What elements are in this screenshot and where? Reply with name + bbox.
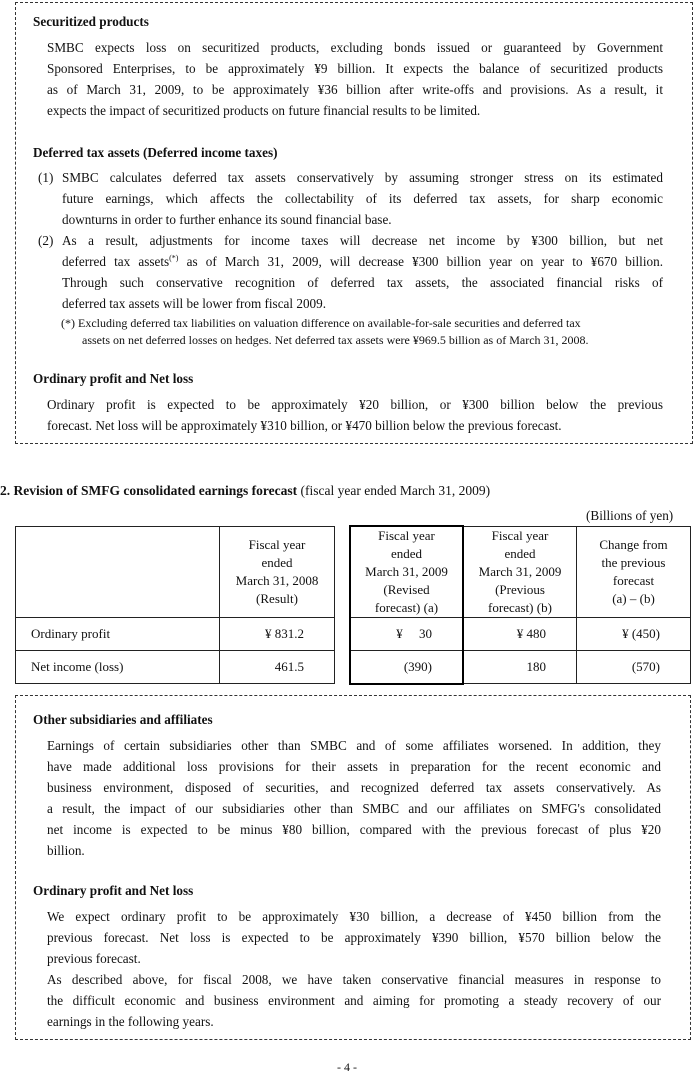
header-line: (a) – (b) [612, 590, 655, 606]
text-line: SMBC calculates deferred tax assets conservatively by assuming stronger stress on its estimated [62, 170, 663, 185]
row-label: Ordinary profit [16, 618, 220, 651]
dta-item-1 [62, 167, 663, 230]
section-title-bold: 2. Revision of SMFG consolidated earnings forecast [0, 483, 298, 498]
header-previous [463, 526, 577, 618]
footnote-line: (*) Excluding deferred tax liabilities on valuation difference on available-for-sale securities and deferred tax [61, 316, 581, 330]
ordinary-profit-paragraph [47, 394, 663, 436]
subsidiaries-heading: Other subsidiaries and affiliates [33, 712, 213, 727]
header-blank [16, 526, 220, 618]
text-line: net income is expected to be minus ¥80 billion, compared with the previous forecast of plus ¥20 [47, 822, 661, 837]
text-line: a result, the impact of our subsidiaries other than SMBC and our affiliates on SMFG's consolidated [47, 801, 661, 816]
text-line: Ordinary profit is expected to be approximately ¥20 billion, or ¥300 billion below the previous [47, 397, 663, 412]
cell-fy2008: ¥ 831.2 [220, 618, 335, 651]
header-line: ended [504, 545, 536, 561]
cell-change: (570) [577, 651, 691, 684]
table-gap [335, 618, 351, 651]
header-line: (Previous [495, 581, 545, 597]
header-line: March 31, 2009 [478, 563, 562, 579]
ordinary-profit-heading: Ordinary profit and Net loss [33, 371, 194, 386]
header-line: forecast) (a) [374, 600, 439, 615]
dta-item-2 [62, 230, 663, 314]
text-line: previous forecast. [47, 951, 141, 966]
header-line: ended [390, 546, 423, 561]
subsidiaries-paragraph [47, 735, 661, 861]
header-line: Fiscal year [378, 528, 435, 543]
text-line: Through such conservative recognition of deferred tax assets, the associated financial risks of [62, 275, 663, 290]
footnote-marker: (*) [169, 253, 179, 263]
header-change [577, 526, 691, 618]
ordinary-profit-heading: Ordinary profit and Net loss [33, 883, 194, 898]
section-title [0, 480, 490, 501]
header-line: (Revised [383, 582, 430, 597]
header-line: forecast [612, 572, 655, 588]
text-line: SMBC expects loss on securitized products, excluding bonds issued or guaranteed by Government [47, 40, 663, 55]
text-line: previous forecast. Net loss is expected to be approximately ¥390 billion, ¥570 billion below the [47, 930, 661, 945]
text-line: business environment, disposed of securities, and recognized deferred tax assets conservatively. As [47, 780, 661, 795]
section-title-rest: (fiscal year ended March 31, 2009) [297, 483, 491, 498]
text-fragment: as of March 31, 2009, will decrease ¥300 billion year on year to ¥670 billion. [178, 254, 663, 269]
cell-revised: (390) [350, 651, 463, 684]
text-line: as of March 31, 2009, to be approximately ¥36 billion after write-offs and provisions. As a result, it [47, 82, 663, 97]
text-line: future earnings, which affects the collectability of its deferred tax assets, for sharp economic [62, 191, 663, 206]
cell-revised: ¥ 30 [350, 618, 463, 651]
header-revised [350, 526, 463, 618]
text-line: downturns in order to further enhance its sound financial base. [62, 212, 392, 227]
footnote-line: assets on net deferred losses on hedges. Net deferred tax assets were ¥969.5 billion as of March 31, 2008. [82, 333, 589, 347]
header-fy2008 [220, 526, 335, 618]
header-line: Fiscal year [248, 536, 306, 552]
table-header-row [16, 526, 691, 618]
text-line: Sponsored Enterprises, to be approximately ¥9 billion. It expects the balance of securitized products [47, 61, 663, 76]
header-line: March 31, 2008 [235, 572, 319, 588]
table-gap [335, 651, 351, 684]
securitized-paragraph [47, 37, 663, 121]
cell-fy2008: 461.5 [220, 651, 335, 684]
list-number: (1) [38, 170, 54, 185]
text-line: We expect ordinary profit to be approximately ¥30 billion, a decrease of ¥450 billion from the [47, 909, 661, 924]
text-line: As described above, for fiscal 2008, we have taken conservative financial measures in response to [47, 972, 661, 987]
securitized-heading: Securitized products [33, 14, 149, 29]
text-line: the difficult economic and business environment and aiming for promoting a steady recovery of our [47, 993, 661, 1008]
text-line: expects the impact of securitized products on future financial results to be limited. [47, 103, 481, 118]
header-line: March 31, 2009 [365, 564, 448, 579]
header-line: forecast) (b) [488, 599, 552, 615]
header-line: (Result) [256, 590, 298, 606]
cell-previous: ¥ 480 [463, 618, 577, 651]
text-fragment: deferred tax assets [62, 254, 170, 269]
text-line: As a result, adjustments for income taxes will decrease net income by ¥300 billion, but net [62, 233, 663, 248]
text-line: billion. [47, 843, 85, 858]
header-line: Fiscal year [491, 527, 549, 543]
text-line: forecast. Net loss will be approximately ¥310 billion, or ¥470 billion below the previous forecast. [47, 418, 562, 433]
units-label: (Billions of yen) [586, 508, 674, 523]
header-line: the previous [601, 554, 666, 570]
row-label: Net income (loss) [16, 651, 220, 684]
earnings-forecast-table [15, 525, 691, 685]
table-row [16, 618, 691, 651]
text-line [62, 251, 663, 272]
header-line: Change from [599, 536, 668, 552]
text-line: deferred tax assets will be lower from fiscal 2009. [62, 296, 327, 311]
table-gap [335, 526, 351, 618]
dta-footnote [61, 315, 673, 349]
table-row [16, 651, 691, 684]
header-line: ended [261, 554, 293, 570]
text-line: have made additional loss provisions for their assets in preparation for the recent economic and [47, 759, 661, 774]
ordinary-profit-paragraph [47, 906, 661, 1032]
list-number: (2) [38, 233, 54, 248]
cell-previous: 180 [463, 651, 577, 684]
dta-heading: Deferred tax assets (Deferred income taxes) [33, 145, 278, 160]
cell-change: ¥ (450) [577, 618, 691, 651]
text-line: Earnings of certain subsidiaries other than SMBC and of some affiliates worsened. In addition, they [47, 738, 661, 753]
page-number: - 4 - [337, 1060, 357, 1074]
text-line: earnings in the following years. [47, 1014, 214, 1029]
